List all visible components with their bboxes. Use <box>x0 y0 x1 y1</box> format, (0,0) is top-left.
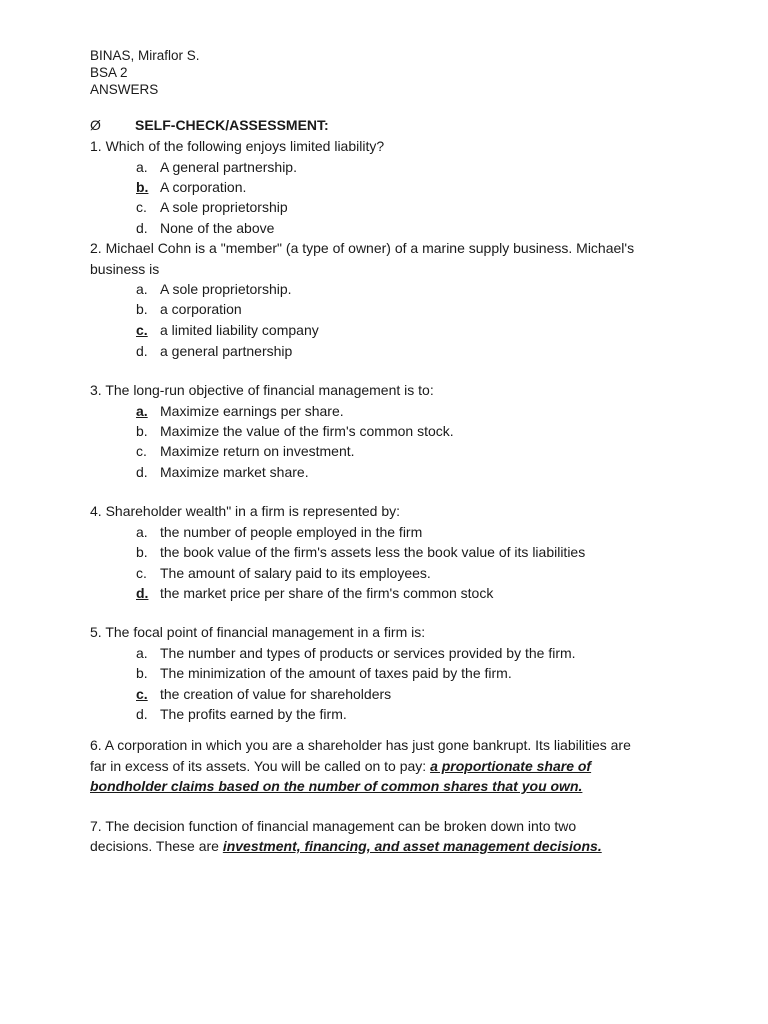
q2-option-c <box>136 322 319 339</box>
question-6-line-1: 6. A corporation in which you are a shareholder has just gone bankrupt. Its liabilities are <box>90 737 631 753</box>
question-4: 4. Shareholder wealth" in a firm is represented by: <box>90 503 401 519</box>
q3-option-d <box>136 464 309 481</box>
option-text: a corporation <box>160 301 242 317</box>
answer-letter: c. <box>136 686 148 702</box>
option-text: Maximize market share. <box>160 464 309 480</box>
q7-answer: investment, financing, and asset management decisions. <box>222 838 602 854</box>
answer-letter: b. <box>136 179 149 195</box>
option-text: The amount of salary paid to its employees. <box>160 565 431 581</box>
answer-letter: d. <box>136 585 149 601</box>
option-letter: c. <box>136 565 147 581</box>
question-2-line-2: business is <box>90 261 160 277</box>
option-text: a limited liability company <box>160 322 319 338</box>
bullet-icon: Ø <box>90 117 101 133</box>
student-course: BSA 2 <box>90 65 128 80</box>
option-text: None of the above <box>160 220 275 236</box>
q2-option-a <box>136 281 292 298</box>
q5-option-c <box>136 686 391 703</box>
option-letter: d. <box>136 706 148 722</box>
q1-option-a <box>136 159 297 176</box>
question-7-line-1: 7. The decision function of financial management can be broken down into two <box>90 818 577 834</box>
q5-option-d <box>136 706 347 723</box>
option-text: A sole proprietorship <box>160 199 288 215</box>
question-1: 1. Which of the following enjoys limited liability? <box>90 138 385 154</box>
question-7-text: decisions. These are <box>90 838 219 854</box>
option-text: the book value of the firm's assets less the book value of its liabilities <box>160 544 586 560</box>
q1-option-c <box>136 199 288 216</box>
q2-option-b <box>136 301 242 318</box>
option-letter: d. <box>136 343 148 359</box>
option-letter: a. <box>136 645 148 661</box>
q2-option-d <box>136 343 292 360</box>
q4-option-c <box>136 565 431 582</box>
q4-option-d <box>136 585 493 602</box>
option-text: Maximize earnings per share. <box>160 403 344 419</box>
option-text: Maximize the value of the firm's common stock. <box>160 423 454 439</box>
option-letter: b. <box>136 665 148 681</box>
q5-option-a <box>136 645 576 662</box>
q5-option-b <box>136 665 512 682</box>
question-7-line-2 <box>90 838 602 855</box>
q3-option-b <box>136 423 454 440</box>
option-letter: c. <box>136 443 147 459</box>
option-letter: b. <box>136 544 148 560</box>
question-6-text: far in excess of its assets. You will be called on to pay: <box>90 758 427 774</box>
option-text: the market price per share of the firm's common stock <box>160 585 494 601</box>
option-text: A general partnership. <box>160 159 297 175</box>
option-letter: a. <box>136 281 148 297</box>
option-text: The profits earned by the firm. <box>160 706 347 722</box>
option-letter: a. <box>136 524 148 540</box>
q6-answer-part-1: a proportionate share of <box>430 758 592 774</box>
question-2-line-1: 2. Michael Cohn is a "member" (a type of owner) of a marine supply business. Michael's <box>90 240 635 256</box>
option-letter: b. <box>136 423 148 439</box>
answers-label: ANSWERS <box>90 82 159 97</box>
option-text: A corporation. <box>160 179 247 195</box>
question-5: 5. The focal point of financial management in a firm is: <box>90 624 426 640</box>
option-text: Maximize return on investment. <box>160 443 355 459</box>
q4-option-b <box>136 544 585 561</box>
option-letter: b. <box>136 301 148 317</box>
q3-option-c <box>136 443 355 460</box>
option-letter: c. <box>136 199 147 215</box>
q1-option-b <box>136 179 246 196</box>
option-letter: d. <box>136 464 148 480</box>
option-text: The minimization of the amount of taxes paid by the firm. <box>160 665 512 681</box>
option-letter: d. <box>136 220 148 236</box>
student-name: BINAS, Miraflor S. <box>90 48 200 63</box>
option-text: A sole proprietorship. <box>160 281 292 297</box>
answer-letter: a. <box>136 403 148 419</box>
q1-option-d <box>136 220 274 237</box>
q4-option-a <box>136 524 422 541</box>
option-letter: a. <box>136 159 148 175</box>
question-6-line-3 <box>90 778 582 795</box>
q3-option-a <box>136 403 344 420</box>
question-6-line-2 <box>90 758 591 775</box>
option-text: The number and types of products or services provided by the firm. <box>160 645 576 661</box>
option-text: the creation of value for shareholders <box>160 686 392 702</box>
question-3: 3. The long-run objective of financial management is to: <box>90 382 434 398</box>
section-title: SELF-CHECK/ASSESSMENT: <box>135 117 329 133</box>
option-text: the number of people employed in the firm <box>160 524 423 540</box>
option-text: a general partnership <box>160 343 293 359</box>
q6-answer-part-2: bondholder claims based on the number of common shares that you own. <box>90 778 583 794</box>
answer-letter: c. <box>136 322 148 338</box>
